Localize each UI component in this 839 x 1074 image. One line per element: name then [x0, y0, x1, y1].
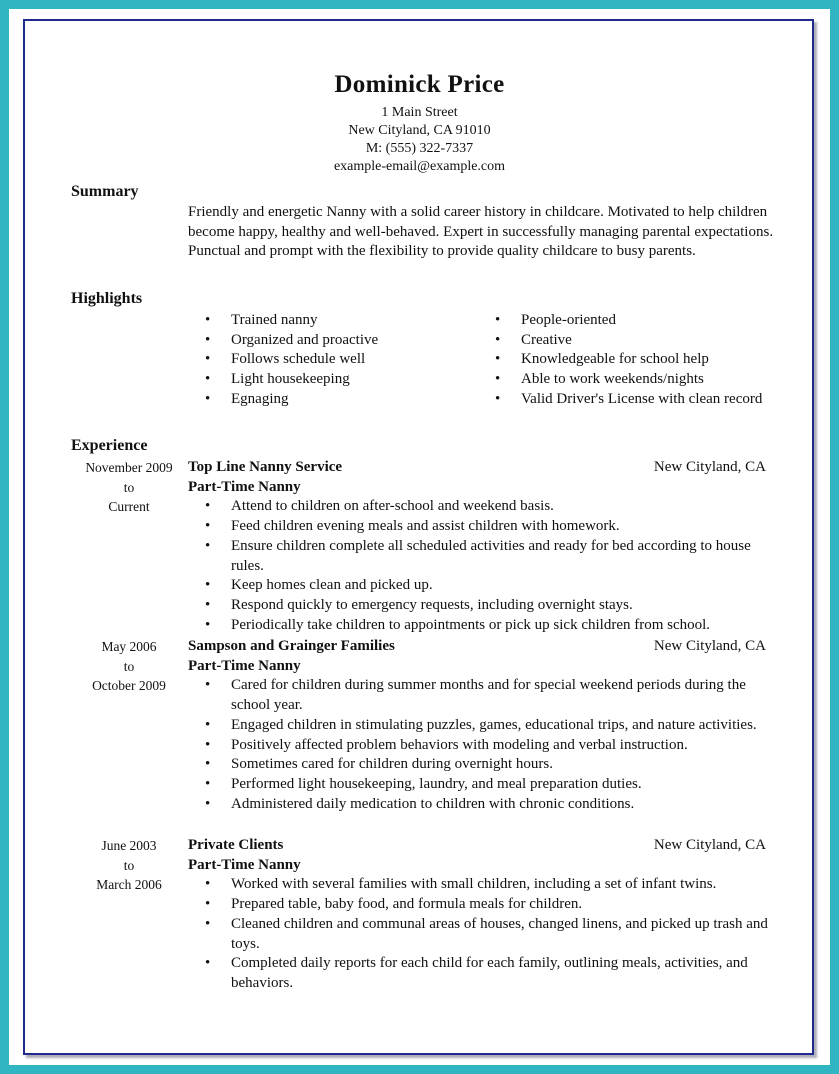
list-item: • Administered daily medication to children with chronic conditions.	[205, 795, 775, 815]
job-role: Part-Time Nanny	[188, 856, 301, 873]
resume-header	[9, 71, 830, 176]
list-item: • Periodically take children to appointments or pick up sick children from school.	[205, 616, 775, 636]
bullet-icon: •	[205, 577, 211, 594]
experience-heading: Experience	[71, 437, 148, 454]
date-end: October 2009	[92, 678, 166, 694]
duties-list	[205, 497, 775, 635]
bullet-icon: •	[205, 390, 211, 407]
list-item: • Engaged children in stimulating puzzles, games, educational trips, and nature activities.	[205, 716, 775, 736]
summary-heading: Summary	[71, 183, 139, 200]
list-item: • Cared for children during summer months and for special weekend periods during the school year.	[205, 677, 746, 714]
list-item: • Cleaned children and communal areas of houses, changed linens, and picked up trash and toys.	[205, 915, 768, 952]
bullet-icon: •	[205, 616, 211, 633]
job-role: Part-Time Nanny	[188, 478, 301, 495]
highlights-heading: Highlights	[71, 290, 143, 307]
highlights-left-list	[205, 311, 465, 410]
bullet-icon: •	[205, 537, 211, 554]
bullet-icon: •	[205, 518, 211, 535]
bullet-icon: •	[205, 312, 211, 328]
list-item: • People-oriented	[495, 311, 765, 331]
job-dates	[69, 637, 189, 696]
list-item: • Keep homes clean and picked up.	[205, 576, 775, 596]
bullet-icon: •	[205, 915, 211, 932]
list-item: • Valid Driver's License with clean record	[495, 390, 765, 410]
candidate-name: Dominick Price	[334, 71, 505, 98]
date-separator: to	[123, 857, 135, 873]
phone-number: M: (555) 322-7337	[365, 141, 474, 156]
date-end: March 2006	[96, 877, 162, 893]
job-location: New Cityland, CA	[653, 459, 766, 475]
bullet-icon: •	[205, 795, 211, 812]
bullet-icon: •	[205, 756, 211, 773]
list-item: • Respond quickly to emergency requests, including overnight stays.	[205, 596, 775, 616]
bullet-icon: •	[205, 351, 211, 368]
highlights-right-list	[495, 311, 765, 410]
street-address: 1 Main Street	[381, 105, 458, 120]
email-address: example-email@example.com	[333, 159, 506, 174]
date-start: May 2006	[101, 639, 157, 654]
list-item: • Feed children evening meals and assist children with homework.	[205, 517, 775, 537]
bullet-icon: •	[495, 312, 501, 328]
list-item: • Worked with several families with small children, including a set of infant twins.	[205, 875, 775, 895]
bullet-icon: •	[205, 371, 211, 388]
bullet-icon: •	[205, 876, 211, 893]
bullet-icon: •	[205, 596, 211, 613]
bullet-icon: •	[205, 331, 211, 348]
list-item: • Ensure children complete all scheduled activities and ready for bed according to house rules.	[205, 537, 751, 574]
list-item: • Performed light housekeeping, laundry, and meal preparation duties.	[205, 775, 775, 795]
list-item: • Prepared table, baby food, and formula meals for children.	[205, 895, 775, 915]
company-name: Sampson and Grainger Families	[188, 638, 395, 654]
job-dates	[69, 836, 189, 895]
bullet-icon: •	[205, 775, 211, 792]
bullet-icon: •	[205, 498, 211, 515]
list-item: • Creative	[495, 331, 765, 351]
resume-page	[9, 9, 830, 1065]
date-start: November 2009	[85, 460, 173, 475]
bullet-icon: •	[205, 736, 211, 753]
list-item: • Positively affected problem behaviors with modeling and verbal instruction.	[205, 736, 775, 756]
date-start: June 2003	[101, 838, 157, 853]
summary-text: Friendly and energetic Nanny with a solid career history in childcare. Motivated to help children become happy, healthy and well-behaved. Expert in successfully managing parental expectations. Punctual and prompt with the flexibility to provide quality childcare to busy parents.	[188, 204, 774, 260]
bullet-icon: •	[495, 390, 501, 407]
job-location: New Cityland, CA	[653, 837, 766, 853]
date-separator: to	[123, 479, 135, 495]
bullet-icon: •	[205, 955, 211, 972]
list-item: • Follows schedule well	[205, 350, 465, 370]
bullet-icon: •	[205, 896, 211, 913]
job-location: New Cityland, CA	[653, 638, 766, 654]
bullet-icon: •	[495, 351, 501, 368]
bullet-icon: •	[495, 331, 501, 348]
list-item: • Sometimes cared for children during overnight hours.	[205, 755, 775, 775]
duties-list	[205, 676, 775, 814]
bullet-icon: •	[205, 677, 211, 694]
list-item: • Knowledgeable for school help	[495, 350, 765, 370]
list-item: • Able to work weekends/nights	[495, 370, 765, 390]
list-item: • Light housekeeping	[205, 370, 465, 390]
job-dates	[69, 458, 189, 517]
job-role: Part-Time Nanny	[188, 657, 301, 674]
bullet-icon: •	[495, 371, 501, 388]
company-name: Private Clients	[188, 837, 284, 853]
date-separator: to	[123, 658, 135, 674]
duties-list	[205, 875, 775, 993]
list-item: • Organized and proactive	[205, 331, 465, 351]
bullet-icon: •	[205, 716, 211, 733]
list-item: • Completed daily reports for each child for each family, outlining meals, activities, and behaviors.	[205, 955, 748, 991]
list-item: • Trained nanny	[205, 311, 465, 331]
date-end: Current	[108, 499, 150, 515]
company-name: Top Line Nanny Service	[188, 459, 343, 475]
list-item: • Attend to children on after-school and weekend basis.	[205, 497, 775, 517]
list-item: • Egnaging	[205, 390, 465, 410]
city-address: New Cityland, CA 91010	[348, 123, 491, 138]
